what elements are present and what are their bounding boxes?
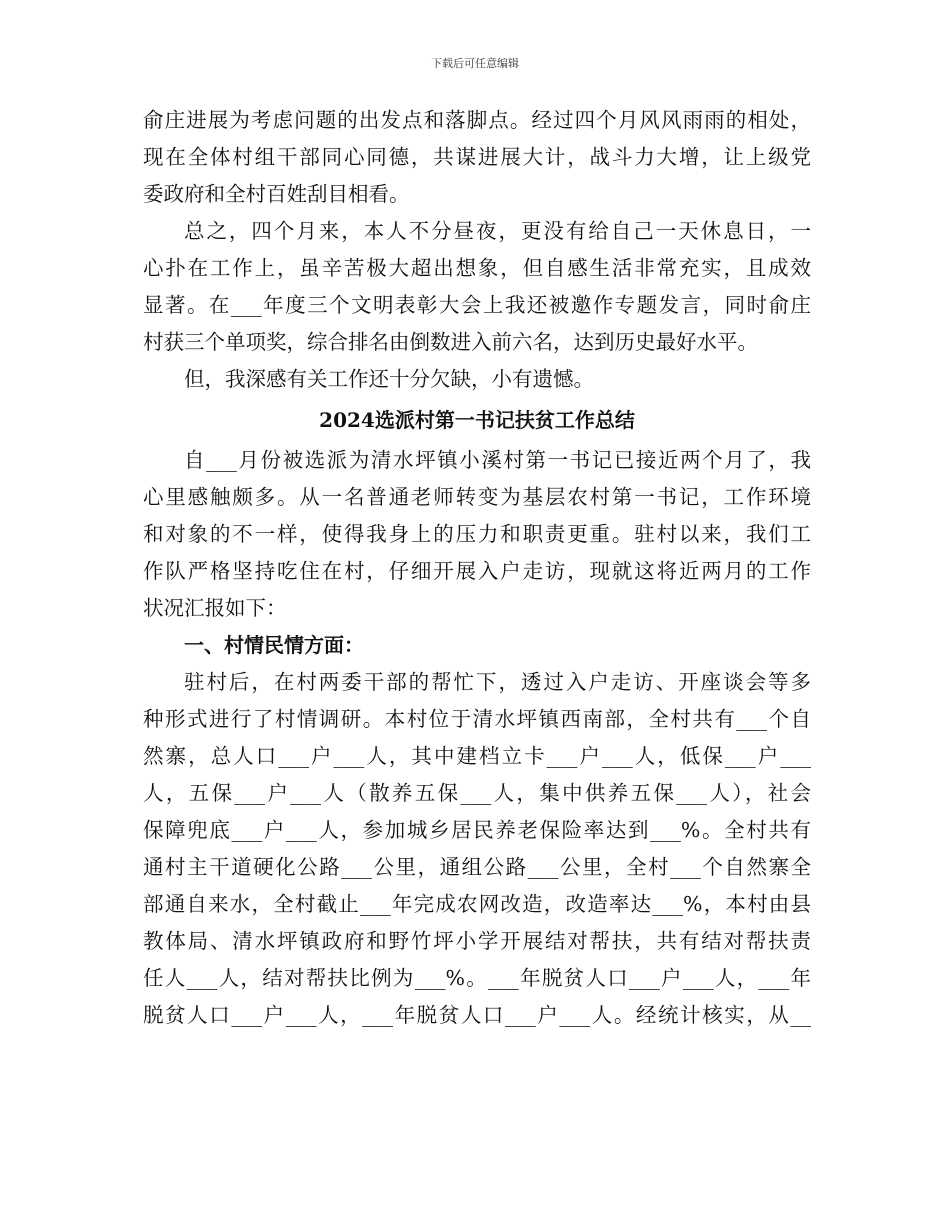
- text-line: 心里感触颇多。从一名普通老师转变为基层农村第一书记，工作环境: [143, 485, 811, 509]
- text-line: 教体局、清水坪镇政府和野竹坪小学开展结对帮扶，共有结对帮扶责: [143, 929, 811, 953]
- text-line: 村获三个单项奖，综合排名由倒数进入前六名，达到历史最好水平。: [143, 330, 758, 354]
- paragraph: [143, 213, 811, 361]
- text-line: 状况汇报如下：: [143, 596, 287, 620]
- text-line: 显著。在___年度三个文明表彰大会上我还被邀作专题发言，同时俞庄: [143, 293, 811, 317]
- text-line: 驻村后，在村两委干部的帮忙下，透过入户走访、开座谈会等多: [184, 670, 811, 694]
- header-note: 下载后可任意编辑: [431, 57, 519, 70]
- section-title: 2024选派村第一书记扶贫工作总结: [319, 408, 635, 432]
- text-line: 但，我深感有关工作还十分欠缺，小有遗憾。: [184, 367, 594, 391]
- text-line: 和对象的不一样，使得我身上的压力和职责更重。驻村以来，我们工: [143, 522, 811, 546]
- text-line: 心扑在工作上，虽辛苦极大超出想象，但自感生活非常充实，且成效: [143, 256, 811, 280]
- text-line: 委政府和全村百姓刮目相看。: [143, 182, 410, 206]
- text-line: 任人___人，结对帮扶比例为___%。___年脱贫人口___户___人，___年: [143, 966, 811, 990]
- text-line: 种形式进行了村情调研。本村位于清水坪镇西南部，全村共有___个自: [143, 707, 811, 731]
- text-line: 作队严格坚持吃住在村，仔细开展入户走访，现就这将近两月的工作: [143, 559, 811, 583]
- subsection-heading: 一、村情民情方面：: [184, 633, 364, 657]
- text-line: 自___月份被选派为清水坪镇小溪村第一书记已接近两个月了，我: [184, 448, 811, 472]
- text-line: 通村主干道硬化公路___公里，通组公路___公里，全村___个自然寨全: [143, 855, 811, 879]
- text-line: 脱贫人口___户___人，___年脱贫人口___户___人。经统计核实，从__: [143, 1003, 811, 1027]
- text-line: 现在全体村组干部同心同德，共谋进展大计，战斗力大增，让上级党: [143, 145, 811, 169]
- document-body: [143, 102, 811, 1034]
- text-line: 人，五保___户___人（散养五保___人，集中供养五保___人），社会: [143, 781, 811, 805]
- text-line: 部通自来水，全村截止___年完成农网改造，改造率达___%，本村由县: [143, 892, 811, 916]
- paragraph: [143, 664, 811, 1034]
- text-line: 俞庄进展为考虑问题的出发点和落脚点。经过四个月风风雨雨的相处，: [143, 108, 811, 132]
- paragraph: [143, 102, 811, 213]
- text-line: 然寨，总人口___户___人，其中建档立卡___户___人，低保___户___: [143, 744, 811, 768]
- text-line: 保障兜底___户___人，参加城乡居民养老保险率达到___%。全村共有: [143, 818, 811, 842]
- text-line: 总之，四个月来，本人不分昼夜，更没有给自己一天休息日，一: [184, 219, 811, 243]
- paragraph: [143, 361, 811, 398]
- paragraph: [143, 442, 811, 627]
